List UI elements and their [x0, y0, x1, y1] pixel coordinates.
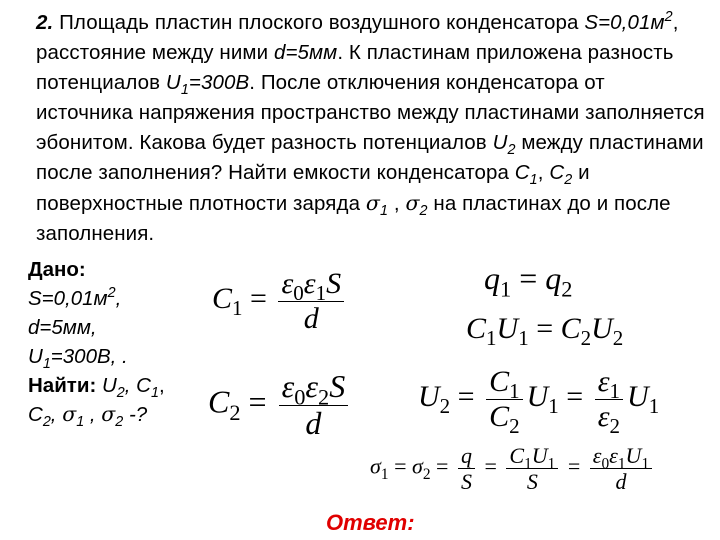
given-U1: [28, 342, 218, 371]
find-mid: ,: [84, 403, 102, 426]
denominator: d: [303, 301, 319, 335]
sym-eps: ε: [609, 443, 618, 468]
sym-eps: ε: [597, 399, 610, 433]
denominator: S: [526, 469, 538, 495]
problem-statement: [36, 8, 706, 249]
sub-U1: 1: [180, 82, 189, 99]
equals-sign: =: [567, 453, 581, 479]
problem-text: , расстояние между ними: [36, 11, 679, 64]
numerator: [279, 368, 349, 410]
sym-U: U: [418, 379, 440, 413]
sub-U2: 2: [507, 142, 516, 159]
find-sigma1-sub: 1: [76, 414, 85, 431]
sub-sigma2: 2: [419, 203, 428, 220]
sub-1: 1: [547, 455, 556, 473]
sub-1: 1: [315, 281, 327, 305]
sub-1: 1: [486, 326, 497, 350]
equals-sign: =: [484, 453, 497, 479]
var-U1: U: [165, 71, 181, 94]
problem-text: между пластинами после заполнения? Найти емкости конденсатора: [36, 131, 704, 184]
val-d: =5мм: [285, 41, 338, 64]
given-label: Дано:: [28, 258, 86, 281]
equals-sign: =: [250, 281, 267, 315]
denominator: [486, 399, 523, 438]
sub-0: 0: [294, 384, 306, 410]
sym-eps: ε: [281, 368, 295, 404]
val-S: =0,01м: [598, 11, 665, 34]
fraction: [506, 444, 558, 493]
numerator: [486, 365, 523, 403]
sub-1: 1: [617, 455, 626, 473]
sym-sigma: σ: [411, 453, 423, 479]
equals-sign: =: [394, 453, 407, 479]
formula-CU: [466, 312, 624, 350]
sub-0: 0: [601, 455, 610, 473]
sub-2: 2: [422, 466, 431, 484]
answer-label: Ответ:: [326, 510, 415, 535]
sub-C2: 2: [564, 172, 573, 189]
numerator: [595, 365, 623, 403]
var-U2: U: [492, 131, 508, 154]
sub-1: 1: [509, 379, 520, 403]
find-sigma2-sub: 2: [115, 414, 124, 431]
var-C2: C: [549, 161, 565, 184]
problem-text: на пластинах до и после заполнения.: [36, 192, 671, 245]
sym-S: S: [326, 267, 342, 300]
sub-1: 1: [518, 326, 529, 350]
find-C2: C: [28, 403, 43, 426]
sym-C: C: [212, 281, 233, 315]
var-C1: C: [514, 161, 530, 184]
sub-1: 1: [500, 276, 512, 302]
denominator: S: [460, 469, 472, 495]
find-line-2: [28, 400, 218, 429]
sym-C: C: [466, 312, 487, 345]
given-d: d=5мм,: [28, 316, 97, 339]
formula-q: [484, 260, 573, 302]
equals-sign: =: [248, 383, 267, 420]
equals-sign: =: [436, 453, 449, 479]
equals-sign: =: [519, 260, 538, 296]
sym-U: U: [531, 443, 548, 468]
sub-2: 2: [612, 326, 624, 350]
sub-1: 1: [609, 379, 621, 403]
find-sigma1: σ: [62, 402, 77, 426]
equals-sign: =: [536, 312, 554, 345]
sym-eps: ε: [303, 267, 316, 300]
sub-1: 1: [548, 393, 559, 418]
given-S: [28, 284, 218, 313]
given-S-text: S=0,01м: [28, 287, 108, 310]
given-U1-var: U: [28, 345, 43, 368]
sym-U: U: [526, 379, 549, 413]
given-S-end: ,: [115, 287, 122, 310]
separator: ,: [388, 192, 406, 215]
sub-1: 1: [232, 295, 243, 320]
find-U-sub: 2: [116, 385, 125, 402]
find-C1-end: ,: [158, 374, 165, 397]
sub-2: 2: [609, 413, 621, 438]
sym-C: C: [489, 365, 510, 398]
sym-eps: ε: [592, 443, 602, 468]
given-S-exp: 2: [107, 285, 116, 302]
sym-q: q: [484, 260, 500, 296]
sub-2: 2: [229, 399, 241, 425]
given-label-line: [28, 255, 218, 284]
find-C2-sub: 2: [42, 414, 51, 431]
sub-sigma1: 1: [379, 203, 389, 220]
fraction: [278, 268, 344, 334]
denominator: d: [615, 469, 627, 495]
sym-C: C: [489, 399, 510, 433]
numerator: [506, 443, 558, 473]
sym-C: C: [560, 312, 581, 345]
formula-sigma: [370, 444, 656, 493]
sub-2: 2: [561, 276, 573, 302]
exp-S: 2: [664, 9, 673, 26]
sym-U: U: [627, 379, 649, 413]
sym-eps: ε: [281, 267, 294, 300]
find-label: Найти:: [28, 374, 97, 397]
formula-C2: [208, 370, 352, 440]
problem-number: 2.: [36, 11, 54, 34]
sub-2: 2: [509, 413, 520, 438]
equals-sign: =: [457, 379, 475, 413]
find-line: [28, 371, 218, 400]
fraction: [486, 365, 523, 438]
sub-1: 1: [524, 455, 532, 473]
sub-2: 2: [318, 384, 330, 410]
problem-text: и поверхностные плотности заряда: [36, 161, 590, 215]
find-C1: , C: [124, 374, 151, 397]
sym-U: U: [591, 312, 613, 345]
equals-sign: =: [566, 379, 584, 413]
sym-eps: ε: [305, 368, 319, 404]
find-C1-sub: 1: [150, 385, 159, 402]
problem-text: . К пластинам приложена разность потенциалов: [36, 41, 674, 94]
given-block: [28, 255, 218, 429]
find-sep: ,: [50, 403, 63, 426]
sub-1: 1: [380, 466, 389, 484]
sym-C: C: [208, 383, 230, 420]
formula-U2: [418, 365, 660, 438]
sigma-symbol: σ: [405, 191, 420, 215]
numerator: [278, 267, 344, 305]
fraction: [595, 365, 623, 438]
numerator: q: [458, 444, 475, 469]
fraction: [590, 444, 652, 493]
comma: ,: [537, 161, 550, 184]
sym-C: C: [509, 443, 525, 468]
denominator: [595, 399, 623, 438]
sym-sigma: σ: [370, 453, 381, 479]
formula-C1: [212, 268, 348, 334]
sub-1: 1: [641, 455, 650, 473]
sub-2: 2: [580, 326, 592, 350]
sym-S: S: [329, 368, 346, 404]
problem-text: Площадь пластин плоского воздушного конденсатора: [53, 11, 585, 34]
val-U1: =300В: [188, 71, 250, 94]
sym-U: U: [496, 312, 519, 345]
find-end: -?: [123, 403, 148, 426]
sub-0: 0: [293, 281, 304, 305]
var-S: S: [584, 11, 599, 34]
numerator: [590, 443, 652, 473]
sub-C1: 1: [529, 172, 538, 189]
fraction: [458, 444, 475, 493]
var-d: d: [273, 41, 286, 64]
given-U1-val: =300В, .: [50, 345, 128, 368]
sub-2: 2: [439, 393, 451, 418]
find-U: U: [96, 374, 117, 397]
denominator: d: [305, 404, 322, 441]
given-U1-sub: 1: [42, 356, 51, 373]
sym-U: U: [625, 443, 642, 468]
problem-text: . После отключения конденсатора от источника напряжения пространство между пластинами заполняется эбонитом. Какова будет разность потенциалов: [36, 71, 705, 154]
sym-eps: ε: [597, 365, 610, 398]
fraction: [279, 370, 349, 440]
sym-q: q: [545, 260, 562, 296]
find-sigma2: σ: [101, 402, 116, 426]
sub-1: 1: [648, 393, 660, 418]
sigma-symbol: σ: [365, 191, 380, 215]
